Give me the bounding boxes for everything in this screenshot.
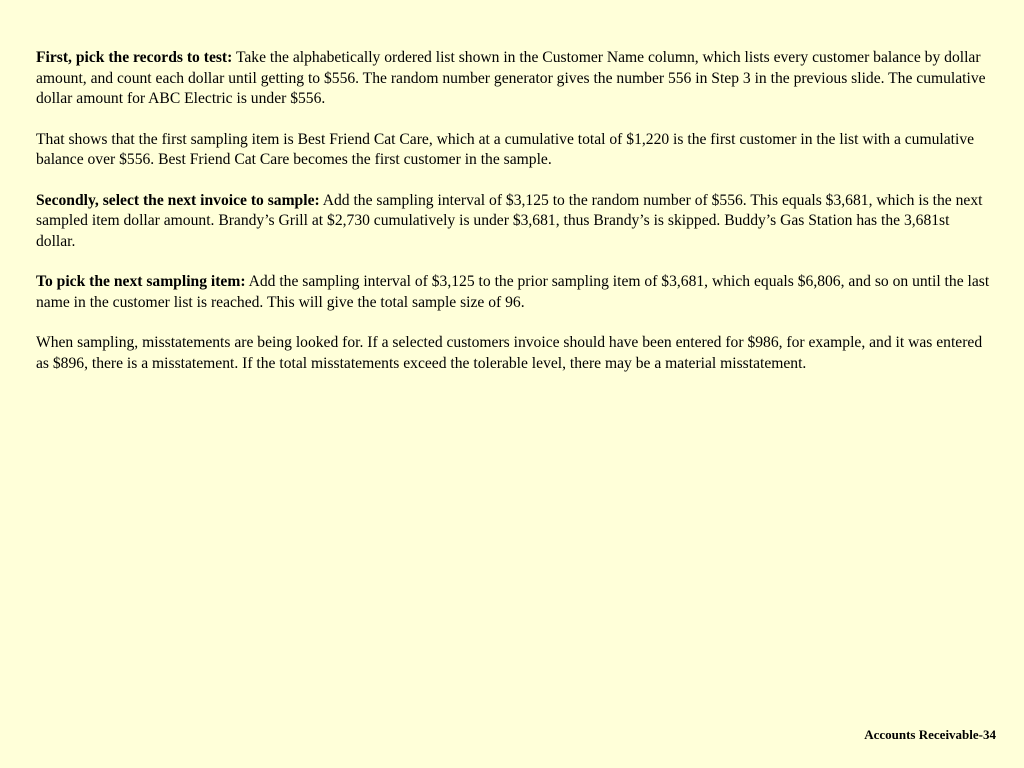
paragraph-text: When sampling, misstatements are being looked for. If a selected customers invoice should have been entered for $986, for example, and it was entered as $896, there is a misstatement. If the total misstatements exceed the tolerable level, there may be a material misstatement.: [36, 334, 983, 372]
paragraph-lead: To pick the next sampling item:: [36, 273, 246, 290]
paragraph-pick-records: [36, 48, 992, 110]
paragraph-lead: First, pick the records to test:: [36, 49, 233, 66]
paragraph-text: Add the sampling interval of $3,125 to the random number of $556. This equals $3,681, which is the next sampled item dollar amount. Brandy’s Grill at $2,730 cumulatively is under $3,681, thus Brandy’s is skipped. Buddy’s Gas Station has the 3,681st dollar.: [36, 191, 983, 250]
paragraph-misstatements: [36, 333, 992, 374]
slide-footer-label: Accounts Receivable-34: [864, 727, 996, 742]
paragraph-next-invoice: [36, 191, 992, 253]
paragraph-text: That shows that the first sampling item is Best Friend Cat Care, which at a cumulative total of $1,220 is the first customer in the list with a cumulative balance over $556. Best Friend Cat Care becomes the first customer in the sample.: [36, 130, 975, 168]
paragraph-first-sampling-item: [36, 130, 992, 171]
slide-body: [36, 48, 992, 394]
paragraph-text: Add the sampling interval of $3,125 to the prior sampling item of $3,681, which equals $6,806, and so on until the last name in the customer list is reached. This will give the total sample size of 96.: [36, 273, 990, 311]
paragraph-next-sampling-item: [36, 272, 992, 313]
paragraph-lead: Secondly, select the next invoice to sample:: [36, 191, 320, 209]
paragraph-text: Take the alphabetically ordered list shown in the Customer Name column, which lists every customer balance by dollar amount, and count each dollar until getting to $556. The random number generator gives the number 556 in Step 3 in the previous slide. The cumulative dollar amount for ABC Electric is under $556.: [36, 49, 986, 107]
